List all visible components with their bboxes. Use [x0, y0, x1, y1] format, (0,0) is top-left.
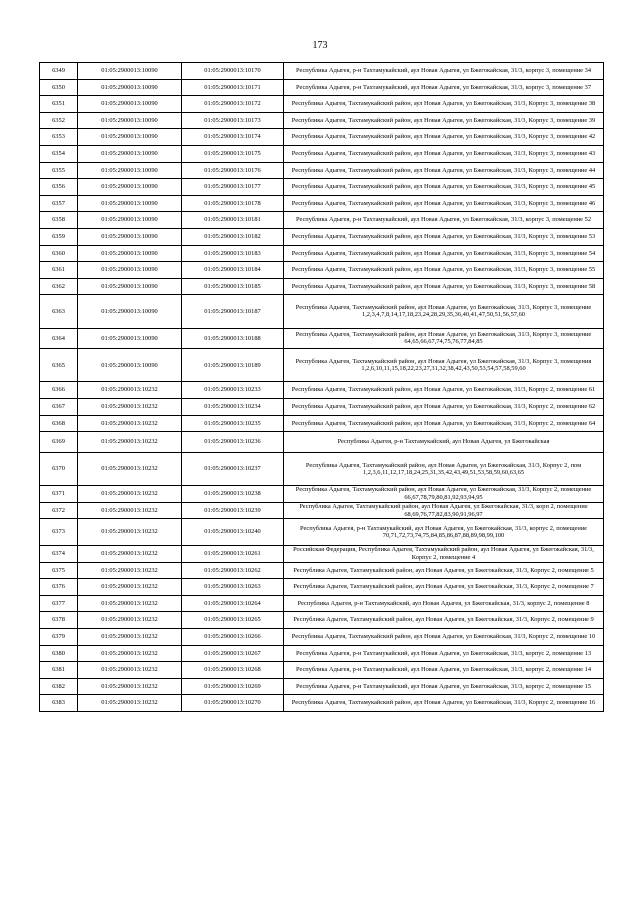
- address-cell: Республика Адыгея, р-н Тахтамукайский, аул Новая Адыгея, ул Бжегокайская, 31/3, корпус 2, помещение 13: [284, 645, 604, 662]
- row-number-cell: 6358: [40, 212, 78, 229]
- table-row: [40, 546, 604, 563]
- row-number-cell: 6367: [40, 399, 78, 416]
- row-number-cell: 6354: [40, 145, 78, 162]
- cadastral-number-cell: 01:05:2900013:10240: [182, 519, 284, 546]
- parent-cadastral-number-cell: 01:05:2900013:10232: [78, 662, 182, 679]
- parent-cadastral-number-cell: 01:05:2900013:10090: [78, 162, 182, 179]
- cadastral-number-cell: 01:05:2900013:10265: [182, 612, 284, 629]
- parent-cadastral-number-cell: 01:05:2900013:10090: [78, 295, 182, 328]
- table-row: [40, 382, 604, 399]
- table-row: [40, 432, 604, 453]
- table-row: [40, 96, 604, 113]
- cadastral-number-cell: 01:05:2900013:10184: [182, 262, 284, 279]
- table-row: [40, 328, 604, 349]
- address-cell: Республика Адыгея, Тахтамукайский район, аул Новая Адыгея, ул Бжегокайская, 31/3, Корпус 3, помещение 38: [284, 96, 604, 113]
- address-cell: Республика Адыгея, Тахтамукайский район, аул Новая Адыгея, ул Бжегокайская, 31/3, Корпус 3, помещение 45: [284, 179, 604, 196]
- cadastral-number-cell: 01:05:2900013:10270: [182, 695, 284, 712]
- address-cell: Республика Адыгея, Тахтамукайский район, аул Новая Адыгея, ул Бжегокайская, 31/3, Корпус 2, помещение 7: [284, 579, 604, 596]
- row-number-cell: 6349: [40, 63, 78, 80]
- row-number-cell: 6364: [40, 328, 78, 349]
- table-row: [40, 349, 604, 382]
- row-number-cell: 6359: [40, 228, 78, 245]
- address-cell: Республика Адыгея, Тахтамукайский район, аул Новая Адыгея, ул Бжегокайская, 31/3, Корпус 3, помещение 58: [284, 278, 604, 295]
- address-cell: Республика Адыгея, р-н Тахтамукайский, аул Новая Адыгея, ул Бжегокайская: [284, 432, 604, 453]
- address-cell: Республика Адыгея, Тахтамукайский район, аул Новая Адыгея, ул Бжегокайская, 31/3, Корпус 3, помещение 54: [284, 245, 604, 262]
- row-number-cell: 6365: [40, 349, 78, 382]
- cadastral-number-cell: 01:05:2900013:10182: [182, 228, 284, 245]
- page-number: 173: [312, 40, 328, 51]
- cadastral-number-cell: 01:05:2900013:10173: [182, 112, 284, 129]
- address-cell: Республика Адыгея, Тахтамукайский район, аул Новая Адыгея, ул Бжегокайская, 31/3, Корпус 2, помещение 62: [284, 399, 604, 416]
- cadastral-number-cell: 01:05:2900013:10171: [182, 79, 284, 96]
- row-number-cell: 6383: [40, 695, 78, 712]
- cadastral-number-cell: 01:05:2900013:10262: [182, 562, 284, 579]
- row-number-cell: 6360: [40, 245, 78, 262]
- address-cell: Республика Адыгея, Тахтамукайский район, аул Новая Адыгея, ул Бжегокайская, 31/3, Корпус 2, помещение 9: [284, 612, 604, 629]
- table-row: [40, 502, 604, 519]
- address-cell: Республика Адыгея, Тахтамукайский район, аул Новая Адыгея, ул Бжегокайская, 31/3, Корпус 2, помещение 10: [284, 629, 604, 646]
- cadastral-number-cell: 01:05:2900013:10269: [182, 678, 284, 695]
- parent-cadastral-number-cell: 01:05:2900013:10090: [78, 145, 182, 162]
- cadastral-number-cell: 01:05:2900013:10170: [182, 63, 284, 80]
- cadastral-number-cell: 01:05:2900013:10174: [182, 129, 284, 146]
- address-cell: Республика Адыгея, Тахтамукайский район, аул Новая Адыгея, ул Бжегокайская, 31/3, Корпус 2, помещение 61: [284, 382, 604, 399]
- parent-cadastral-number-cell: 01:05:2900013:10090: [78, 63, 182, 80]
- address-cell: Республика Адыгея, р-н Тахтамукайский, аул Новая Адыгея, ул Бжегокайская, 31/3, корпус 2, помещение 15: [284, 678, 604, 695]
- address-cell: Республика Адыгея, Тахтамукайский район, аул Новая Адыгея, ул Бжегокайская, 31/3, Корпус 2, помещение 16: [284, 695, 604, 712]
- table-row: [40, 145, 604, 162]
- table-row: [40, 79, 604, 96]
- cadastral-number-cell: 01:05:2900013:10239: [182, 502, 284, 519]
- row-number-cell: 6377: [40, 595, 78, 612]
- parent-cadastral-number-cell: 01:05:2900013:10232: [78, 562, 182, 579]
- table-row: [40, 562, 604, 579]
- cadastral-number-cell: 01:05:2900013:10185: [182, 278, 284, 295]
- cadastral-number-cell: 01:05:2900013:10235: [182, 415, 284, 432]
- cadastral-number-cell: 01:05:2900013:10187: [182, 295, 284, 328]
- row-number-cell: 6370: [40, 453, 78, 486]
- table-row: [40, 695, 604, 712]
- parent-cadastral-number-cell: 01:05:2900013:10090: [78, 228, 182, 245]
- address-cell: Республика Адыгея, Тахтамукайский район, аул Новая Адыгея, ул Бжегокайская, 31/3, Корпус 3, помещение 43: [284, 145, 604, 162]
- table-row: [40, 678, 604, 695]
- row-number-cell: 6352: [40, 112, 78, 129]
- address-cell: Республика Адыгея, Тахтамукайский район, аул Новая Адыгея, ул Бжегокайская, 31/3, Корпус 3, помещение 1,2,3,4,7,8,14,17,18,23,24,28,29,35,36,40,41,47,50,51,56,57,60: [284, 295, 604, 328]
- address-cell: Республика Адыгея, Тахтамукайский район, аул Новая Адыгея, ул Бжегокайская, 31/3, Корпус 3, помещение 64,65,66,67,74,75,76,77,84,85: [284, 328, 604, 349]
- parent-cadastral-number-cell: 01:05:2900013:10232: [78, 695, 182, 712]
- registry-table-body: [40, 63, 604, 712]
- table-row: [40, 162, 604, 179]
- cadastral-number-cell: 01:05:2900013:10176: [182, 162, 284, 179]
- address-cell: Республика Адыгея, Тахтамукайский район, аул Новая Адыгея, ул Бжегокайская, 31/3, Корпус 3, помещение 55: [284, 262, 604, 279]
- parent-cadastral-number-cell: 01:05:2900013:10232: [78, 595, 182, 612]
- row-number-cell: 6375: [40, 562, 78, 579]
- parent-cadastral-number-cell: 01:05:2900013:10232: [78, 519, 182, 546]
- address-cell: Республика Адыгея, Тахтамукайский район, аул Новая Адыгея, ул Бжегокайская, 31/3, Корпус 2, помещение 5: [284, 562, 604, 579]
- row-number-cell: 6374: [40, 546, 78, 563]
- cadastral-number-cell: 01:05:2900013:10234: [182, 399, 284, 416]
- address-cell: Республика Адыгея, Тахтамукайский район, аул Новая Адыгея, ул Бжегокайская, 31/3, Корпус 3, помещение 42: [284, 129, 604, 146]
- parent-cadastral-number-cell: 01:05:2900013:10232: [78, 629, 182, 646]
- address-cell: Республика Адыгея, р-н Тахтамукайский, аул Новая Адыгея, ул Бжегокайская, 31/3, корпус 3, помещение 34: [284, 63, 604, 80]
- parent-cadastral-number-cell: 01:05:2900013:10090: [78, 96, 182, 113]
- registry-table: [39, 62, 604, 712]
- table-row: [40, 645, 604, 662]
- cadastral-number-cell: 01:05:2900013:10188: [182, 328, 284, 349]
- table-row: [40, 112, 604, 129]
- parent-cadastral-number-cell: 01:05:2900013:10232: [78, 432, 182, 453]
- row-number-cell: 6373: [40, 519, 78, 546]
- cadastral-number-cell: 01:05:2900013:10266: [182, 629, 284, 646]
- table-row: [40, 519, 604, 546]
- table-row: [40, 399, 604, 416]
- row-number-cell: 6353: [40, 129, 78, 146]
- parent-cadastral-number-cell: 01:05:2900013:10090: [78, 262, 182, 279]
- address-cell: Республика Адыгея, Тахтамукайский район, аул Новая Адыгея, ул Бжегокайская, 31/3, Корпус 3, помещение 46: [284, 195, 604, 212]
- address-cell: Республика Адыгея, Тахтамукайский район, аул Новая Адыгея, ул Бжегокайская, 31/3, Корпус 3, помещение 44: [284, 162, 604, 179]
- parent-cadastral-number-cell: 01:05:2900013:10090: [78, 112, 182, 129]
- cadastral-number-cell: 01:05:2900013:10175: [182, 145, 284, 162]
- row-number-cell: 6382: [40, 678, 78, 695]
- table-row: [40, 662, 604, 679]
- row-number-cell: 6381: [40, 662, 78, 679]
- address-cell: Республика Адыгея, р-н Тахтамукайский, аул Новая Адыгея, ул Бжегокайская, 31/3, корпус 3, помещение 52: [284, 212, 604, 229]
- row-number-cell: 6356: [40, 179, 78, 196]
- table-row: [40, 486, 604, 503]
- cadastral-number-cell: 01:05:2900013:10189: [182, 349, 284, 382]
- table-row: [40, 629, 604, 646]
- row-number-cell: 6362: [40, 278, 78, 295]
- row-number-cell: 6379: [40, 629, 78, 646]
- parent-cadastral-number-cell: 01:05:2900013:10232: [78, 546, 182, 563]
- row-number-cell: 6350: [40, 79, 78, 96]
- table-row: [40, 179, 604, 196]
- cadastral-number-cell: 01:05:2900013:10261: [182, 546, 284, 563]
- row-number-cell: 6351: [40, 96, 78, 113]
- address-cell: Республика Адыгея, Тахтамукайский район, аул Новая Адыгея, ул Бжегокайская, 31/3, Корпус 3, помещения 1,2,6,10,11,15,18,22,23,27,31,32,38,42,43,50,53,54,57,58,59,60: [284, 349, 604, 382]
- table-row: [40, 612, 604, 629]
- cadastral-number-cell: 01:05:2900013:10233: [182, 382, 284, 399]
- row-number-cell: 6376: [40, 579, 78, 596]
- row-number-cell: 6361: [40, 262, 78, 279]
- table-row: [40, 212, 604, 229]
- cadastral-number-cell: 01:05:2900013:10172: [182, 96, 284, 113]
- parent-cadastral-number-cell: 01:05:2900013:10090: [78, 278, 182, 295]
- table-row: [40, 579, 604, 596]
- row-number-cell: 6363: [40, 295, 78, 328]
- table-row: [40, 595, 604, 612]
- row-number-cell: 6371: [40, 486, 78, 503]
- row-number-cell: 6378: [40, 612, 78, 629]
- address-cell: Республика Адыгея, р-н Тахтамукайский, аул Новая Адыгея, ул Бжегокайская, 31/3, корпус 3, помещение 37: [284, 79, 604, 96]
- cadastral-number-cell: 01:05:2900013:10178: [182, 195, 284, 212]
- parent-cadastral-number-cell: 01:05:2900013:10232: [78, 486, 182, 503]
- address-cell: Республика Адыгея, Тахтамукайский район, аул Новая Адыгея, ул Бжегокайская, 31/3, Корпус 3, помещение 39: [284, 112, 604, 129]
- cadastral-number-cell: 01:05:2900013:10267: [182, 645, 284, 662]
- table-row: [40, 63, 604, 80]
- table-row: [40, 278, 604, 295]
- parent-cadastral-number-cell: 01:05:2900013:10090: [78, 129, 182, 146]
- table-row: [40, 453, 604, 486]
- cadastral-number-cell: 01:05:2900013:10236: [182, 432, 284, 453]
- parent-cadastral-number-cell: 01:05:2900013:10232: [78, 612, 182, 629]
- parent-cadastral-number-cell: 01:05:2900013:10232: [78, 415, 182, 432]
- address-cell: Республика Адыгея, Тахтамукайский район, аул Новая Адыгея, ул Бжегокайская, 31/3, Корпус 2, пом 1,2,3,6,11,12,17,18,24,25,31,35,42,43,49,51,53,58,59,60,63,65: [284, 453, 604, 486]
- parent-cadastral-number-cell: 01:05:2900013:10232: [78, 502, 182, 519]
- address-cell: Республика Адыгея, Тахтамукайский район, аул Новая Адыгея, ул Бжегокайская, 31/3, Корпус 2, помещение 64: [284, 415, 604, 432]
- parent-cadastral-number-cell: 01:05:2900013:10090: [78, 349, 182, 382]
- cadastral-number-cell: 01:05:2900013:10263: [182, 579, 284, 596]
- address-cell: Республика Адыгея, р-н Тахтамукайский, аул Новая Адыгея, ул Бжегокайская, 31/3, корпус 2, помещение 14: [284, 662, 604, 679]
- address-cell: Республика Адыгея, р-н Тахтамукайский, аул Новая Адыгея, ул Бжегокайская, 31/3, корпус 2, помещение 8: [284, 595, 604, 612]
- table-row: [40, 195, 604, 212]
- cadastral-number-cell: 01:05:2900013:10177: [182, 179, 284, 196]
- parent-cadastral-number-cell: 01:05:2900013:10232: [78, 453, 182, 486]
- table-row: [40, 245, 604, 262]
- parent-cadastral-number-cell: 01:05:2900013:10232: [78, 645, 182, 662]
- row-number-cell: 6380: [40, 645, 78, 662]
- parent-cadastral-number-cell: 01:05:2900013:10090: [78, 245, 182, 262]
- cadastral-number-cell: 01:05:2900013:10238: [182, 486, 284, 503]
- address-cell: Республика Адыгея, Тахтамукайский район, аул Новая Адыгея, ул Бжегокайская, 31/3, корп 2, помещение 68,69,76,77,82,83,90,91,96,97: [284, 502, 604, 519]
- address-cell: Российская Федерация, Республика Адыгея, Тахтамукайский район, аул Новая Адыгея, ул Бжегокайская, 31/3, Корпус 2, помещение 4: [284, 546, 604, 563]
- address-cell: Республика Адыгея, Тахтамукайский район, аул Новая Адыгея, ул Бжегокайская, 31/3, Корпус 2, помещение 66,67,78,79,80,81,92,93,94,95: [284, 486, 604, 503]
- row-number-cell: 6369: [40, 432, 78, 453]
- cadastral-number-cell: 01:05:2900013:10268: [182, 662, 284, 679]
- table-row: [40, 262, 604, 279]
- parent-cadastral-number-cell: 01:05:2900013:10232: [78, 579, 182, 596]
- parent-cadastral-number-cell: 01:05:2900013:10232: [78, 678, 182, 695]
- parent-cadastral-number-cell: 01:05:2900013:10090: [78, 79, 182, 96]
- address-cell: Республика Адыгея, Тахтамукайский район, аул Новая Адыгея, ул Бжегокайская, 31/3, Корпус 3, помещение 53: [284, 228, 604, 245]
- row-number-cell: 6357: [40, 195, 78, 212]
- address-cell: Республика Адыгея, р-н Тахтамукайский, аул Новая Адыгея, ул Бжегокайская, 31/3, корпус 2, помещение 70,71,72,73,74,75,84,85,86,87,88,89,98,99,100: [284, 519, 604, 546]
- row-number-cell: 6355: [40, 162, 78, 179]
- row-number-cell: 6366: [40, 382, 78, 399]
- cadastral-number-cell: 01:05:2900013:10183: [182, 245, 284, 262]
- cadastral-number-cell: 01:05:2900013:10181: [182, 212, 284, 229]
- table-row: [40, 129, 604, 146]
- table-row: [40, 228, 604, 245]
- parent-cadastral-number-cell: 01:05:2900013:10232: [78, 382, 182, 399]
- parent-cadastral-number-cell: 01:05:2900013:10232: [78, 399, 182, 416]
- parent-cadastral-number-cell: 01:05:2900013:10090: [78, 179, 182, 196]
- cadastral-number-cell: 01:05:2900013:10264: [182, 595, 284, 612]
- row-number-cell: 6368: [40, 415, 78, 432]
- table-row: [40, 415, 604, 432]
- row-number-cell: 6372: [40, 502, 78, 519]
- cadastral-number-cell: 01:05:2900013:10237: [182, 453, 284, 486]
- parent-cadastral-number-cell: 01:05:2900013:10090: [78, 195, 182, 212]
- parent-cadastral-number-cell: 01:05:2900013:10090: [78, 328, 182, 349]
- table-row: [40, 295, 604, 328]
- parent-cadastral-number-cell: 01:05:2900013:10090: [78, 212, 182, 229]
